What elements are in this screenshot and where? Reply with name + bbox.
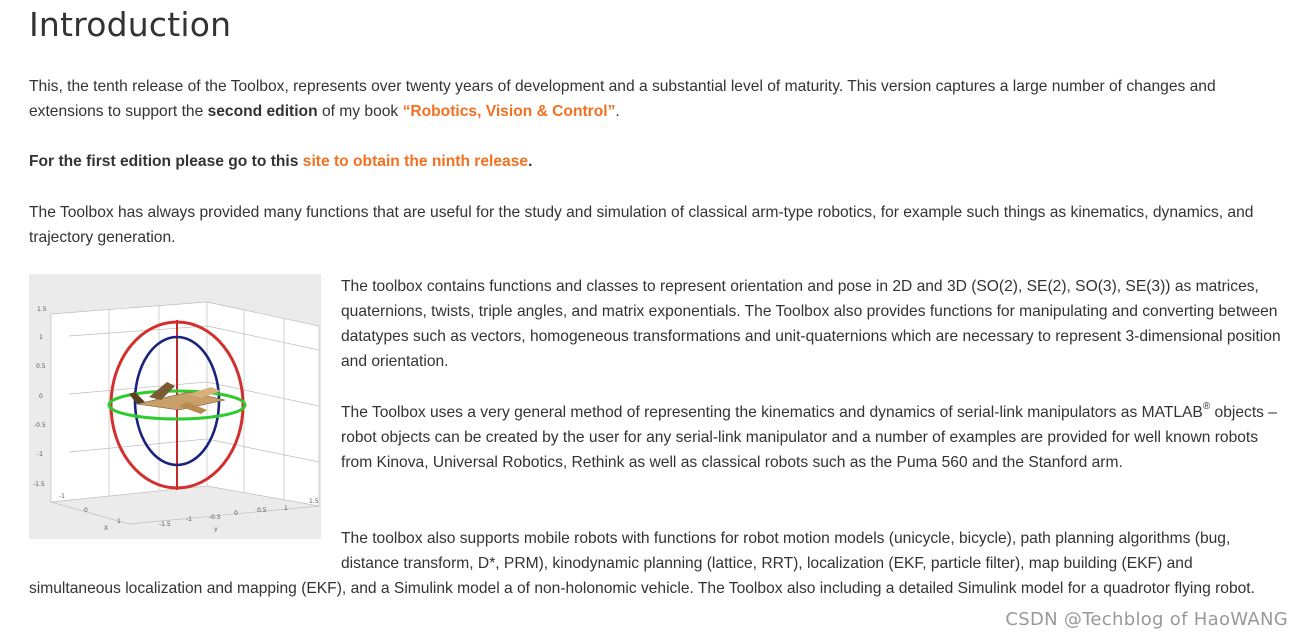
mobile-robots-paragraph-part1: The toolbox also supports mobile robots with functions for robot motion models (unicycle, bicycle), path planning algorithms (bug, distance transform, D*, PRM), kinodynamic planning (lattice, RRT), localization (EKF, particle filter), map building (EKF) and (341, 530, 1231, 572)
gyroscope-plot-svg (29, 274, 321, 539)
first-edition-paragraph: For the first edition please go to this site to obtain the ninth release. (29, 153, 533, 170)
ninth-release-link[interactable]: site to obtain the ninth release (302, 153, 529, 170)
y-tick: 0.5 (257, 507, 267, 514)
x-axis-label: X (104, 525, 109, 532)
y-tick: 0 (234, 510, 238, 517)
y-tick: 1.5 (309, 498, 319, 505)
x-tick: 0 (84, 507, 88, 514)
orientation-paragraph: The toolbox contains functions and classes to represent orientation and pose in 2D and 3D (SO(2), SE(2), SO(3), SE(3)) as matrices, quaternions, twists, triple angles, and matrix exponentials. The Toolbox also provides functions for manipulating and converting between datatypes such as vectors, homogeneous transformations and unit-quaternions which are necessary to represent 3-dimensional position and orientation. (341, 278, 1281, 370)
z-tick: -0.5 (34, 422, 46, 429)
csdn-watermark: CSDN @Techblog of HaoWANG (1005, 609, 1288, 630)
functions-paragraph: The Toolbox has always provided many functions that are useful for the study and simulation of classical arm-type robotics, for example such things as kinematics, dynamics, and trajectory generation. (29, 204, 1254, 246)
second-edition-bold: second edition (207, 103, 318, 120)
z-tick: 0 (39, 393, 43, 400)
intro-paragraph: This, the tenth release of the Toolbox, represents over twenty years of development and a substantial level of maturity. This version captures a large number of changes and extensions to support the second edition of my book “Robotics, Vision & Control”. (29, 78, 1216, 120)
z-tick: -1.5 (33, 481, 45, 488)
y-axis-label: Y (214, 527, 218, 534)
z-tick: 0.5 (36, 363, 46, 370)
y-tick: 1 (284, 505, 288, 512)
book-link[interactable]: “Robotics, Vision & Control” (402, 103, 616, 120)
kinematics-paragraph: The Toolbox uses a very general method of representing the kinematics and dynamics of serial-link manipulators as MATLAB® objects – robot objects can be created by the user for any serial-link manipulator and a number of examples are provided for well known robots from Kinova, Universal Robotics, Rethink as well as classical robots such as the Puma 560 and the Stanford arm. (341, 401, 1277, 471)
y-tick: -1 (186, 516, 192, 523)
gyroscope-plot-figure (29, 274, 321, 539)
z-tick: 1 (39, 334, 43, 341)
x-tick: 1 (117, 518, 121, 525)
z-tick: -1 (37, 451, 43, 458)
z-tick: 1.5 (37, 306, 47, 313)
x-tick: -1 (59, 493, 65, 500)
y-tick: -1.5 (159, 521, 171, 528)
y-tick: -0.5 (209, 514, 221, 521)
mobile-robots-paragraph-part2: simultaneous localization and mapping (EKF), and a Simulink model a of non-holonomic vehicle. The Toolbox also including a detailed Simulink model for a quadrotor flying robot. (29, 580, 1255, 597)
page-title: Introduction (29, 5, 232, 44)
